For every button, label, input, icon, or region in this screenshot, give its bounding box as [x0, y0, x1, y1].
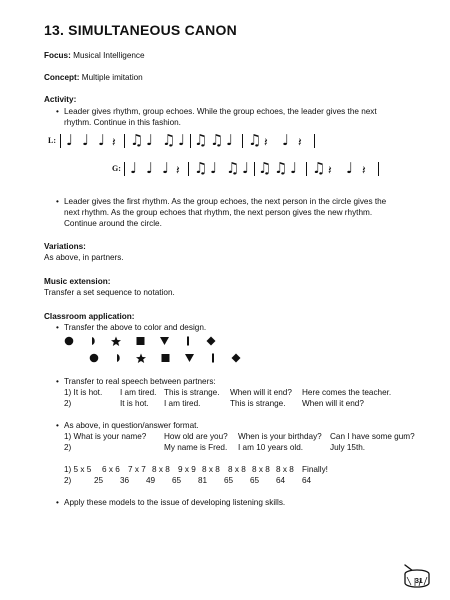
quarter-note-icon: ♩ [242, 159, 250, 177]
bar-icon [187, 337, 189, 346]
activity-bullet-2-line-2: next rhythm. As the group echoes that rhythm, the next person gives the new rhythm. [64, 208, 373, 217]
variations-text: As above, in partners. [44, 253, 124, 262]
eighth-notes-icon: ♫ [162, 131, 176, 149]
page-title: 13. SIMULTANEOUS CANON [44, 22, 237, 38]
barline [378, 162, 379, 176]
speech-cell: I am tired. [120, 388, 157, 397]
quarter-rest-icon: 𝄽 [112, 135, 116, 149]
staff-group-label: G: [112, 164, 121, 173]
math-cell: 6 x 6 [102, 465, 120, 474]
classroom-bullet-3: • As above, in question/answer format. [64, 420, 199, 431]
quarter-note-icon: ♩ [210, 159, 218, 177]
math-cell: 8 x 8 [228, 465, 246, 474]
qa-cell: 1) What is your name? [64, 432, 147, 441]
bar-icon [212, 354, 214, 363]
page-number: 31 [415, 578, 423, 585]
square-icon [137, 337, 145, 345]
quarter-note-icon: ♩ [282, 131, 290, 149]
speech-cell: I am tired. [164, 399, 201, 408]
eighth-notes-icon: ♫ [194, 131, 208, 149]
concept-line [44, 72, 143, 83]
quarter-note-icon: ♩ [82, 131, 90, 149]
qa-cell: How old are you? [164, 432, 228, 441]
diamond-icon [207, 337, 216, 346]
speech-cell: Here comes the teacher. [302, 388, 392, 397]
eighth-notes-icon: ♫ [312, 159, 326, 177]
activity-bullet-1-line-1: • Leader gives rhythm, group echoes. While the group echoes, the leader gives the next [64, 106, 377, 117]
concept-value: Multiple imitation [81, 73, 143, 82]
diamond-icon [232, 354, 241, 363]
qa-cell: When is your birthday? [238, 432, 322, 441]
math-cell: 7 x 7 [128, 465, 146, 474]
qa-cell: My name is Fred. [164, 443, 228, 452]
math-cell: 1) 5 x 5 [64, 465, 92, 474]
math-cell: 49 [146, 476, 156, 485]
math-cell: 64 [276, 476, 286, 485]
drum-icon [402, 563, 432, 589]
speech-table [64, 387, 434, 409]
math-cell: 65 [172, 476, 182, 485]
circle-icon [90, 354, 99, 363]
qa-cell: I am 10 years old. [238, 443, 304, 452]
shape-row-1 [65, 337, 216, 347]
concept-label: Concept: [44, 73, 80, 82]
rhythm-staff-group [112, 160, 432, 180]
math-cell: 65 [224, 476, 234, 485]
quarter-note-icon: ♩ [98, 131, 106, 149]
barline [188, 162, 189, 176]
qa-cell: 2) [64, 443, 72, 452]
eighth-notes-icon: ♫ [194, 159, 208, 177]
classroom-bullet-2: • Transfer to real speech between partners: [64, 376, 216, 387]
activity-heading: Activity: [44, 95, 77, 104]
quarter-note-icon: ♩ [66, 131, 74, 149]
half-circle-icon [117, 354, 120, 362]
math-cell: Finally! [302, 465, 328, 474]
quarter-rest-icon: 𝄽 [176, 163, 180, 177]
math-cell: 8 x 8 [276, 465, 294, 474]
quarter-note-icon: ♩ [162, 159, 170, 177]
qa-cell: Can I have some gum? [330, 432, 415, 441]
quarter-note-icon: ♩ [226, 131, 234, 149]
quarter-rest-icon: 𝄽 [264, 135, 268, 149]
activity-bullet-1-line-2: rhythm. Continue in this fashion. [64, 118, 181, 127]
activity-bullet-2-line-1: • Leader gives the first rhythm. As the group echoes, the next person in the circle gives the [64, 196, 386, 207]
speech-cell: 1) It is hot. [64, 388, 103, 397]
triangle-down-icon [160, 337, 169, 345]
math-cell: 65 [250, 476, 260, 485]
barline [242, 134, 243, 148]
qa-table [64, 431, 434, 453]
eighth-notes-icon: ♫ [210, 131, 224, 149]
quarter-note-icon: ♩ [290, 159, 298, 177]
eighth-notes-icon: ♫ [248, 131, 262, 149]
quarter-rest-icon: 𝄽 [298, 135, 302, 149]
rhythm-staff-leader [48, 132, 378, 152]
music-extension-heading: Music extension: [44, 277, 111, 286]
quarter-note-icon: ♩ [346, 159, 354, 177]
focus-label: Focus: [44, 51, 71, 60]
math-cell: 64 [302, 476, 312, 485]
quarter-rest-icon: 𝄽 [362, 163, 366, 177]
barline [124, 134, 125, 148]
speech-cell: This is strange. [164, 388, 220, 397]
classroom-bullet-1: • Transfer the above to color and design. [64, 322, 206, 333]
math-cell: 9 x 9 [178, 465, 196, 474]
classroom-heading: Classroom application: [44, 312, 135, 321]
speech-cell: 2) [64, 399, 72, 408]
eighth-notes-icon: ♫ [226, 159, 240, 177]
eighth-notes-icon: ♫ [274, 159, 288, 177]
barline [124, 162, 125, 176]
math-cell: 8 x 8 [152, 465, 170, 474]
math-cell: 8 x 8 [252, 465, 270, 474]
qa-cell: July 15th. [330, 443, 366, 452]
shape-sequence [60, 334, 360, 366]
barline [306, 162, 307, 176]
star-icon [136, 354, 146, 364]
classroom-bullet-4: • Apply these models to the issue of developing listening skills. [64, 497, 285, 508]
square-icon [162, 354, 170, 362]
quarter-note-icon: ♩ [146, 159, 154, 177]
activity-bullet-2-line-3: Continue around the circle. [64, 219, 162, 228]
eighth-notes-icon: ♫ [130, 131, 144, 149]
math-cell: 36 [120, 476, 130, 485]
quarter-note-icon: ♩ [130, 159, 138, 177]
focus-line [44, 50, 145, 61]
music-extension-text: Transfer a set sequence to notation. [44, 288, 175, 297]
variations-heading: Variations: [44, 242, 86, 251]
quarter-note-icon: ♩ [146, 131, 154, 149]
eighth-notes-icon: ♫ [258, 159, 272, 177]
speech-cell: This is strange. [230, 399, 286, 408]
math-cell: 25 [94, 476, 104, 485]
quarter-note-icon: ♩ [178, 131, 186, 149]
math-cell: 2) [64, 476, 72, 485]
math-cell: 8 x 8 [202, 465, 220, 474]
star-icon [111, 337, 121, 347]
barline [314, 134, 315, 148]
circle-icon [65, 337, 74, 346]
barline [60, 134, 61, 148]
triangle-down-icon [185, 354, 194, 362]
barline [254, 162, 255, 176]
barline [190, 134, 191, 148]
quarter-rest-icon: 𝄽 [328, 163, 332, 177]
half-circle-icon [92, 337, 95, 345]
drum-page-badge [402, 563, 432, 589]
math-table [64, 464, 364, 486]
speech-cell: It is hot. [120, 399, 149, 408]
math-cell: 81 [198, 476, 208, 485]
shape-row-2 [90, 354, 241, 364]
speech-cell: When will it end? [230, 388, 292, 397]
focus-value: Musical Intelligence [73, 51, 145, 60]
staff-leader-label: L: [48, 136, 56, 145]
speech-cell: When will it end? [302, 399, 364, 408]
